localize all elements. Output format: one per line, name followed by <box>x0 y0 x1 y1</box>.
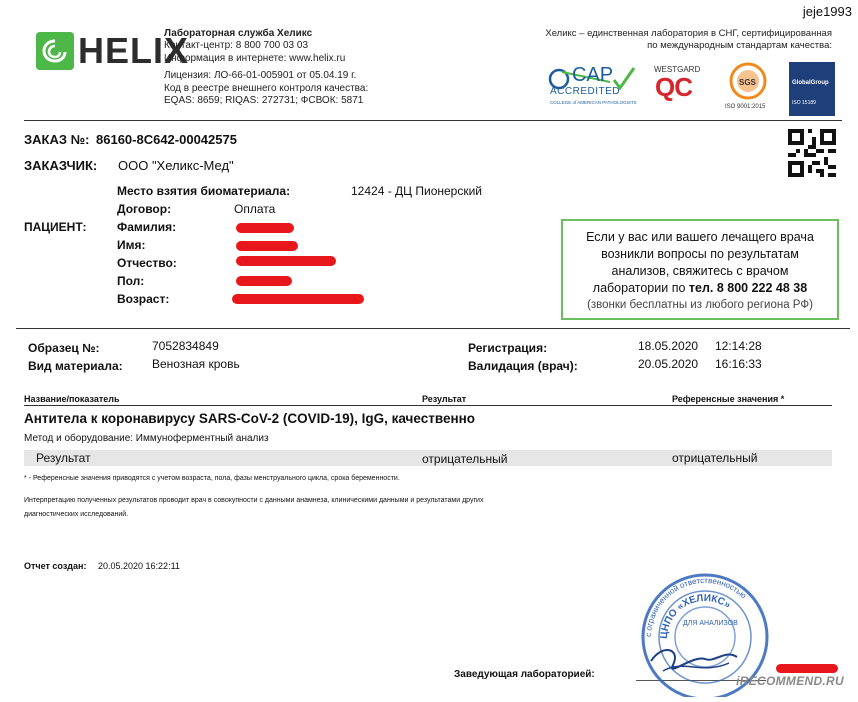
patient-divider <box>16 328 850 329</box>
registry-line-1: Код в реестре внешнего контроля качества: <box>164 82 369 94</box>
test-method: Метод и оборудование: Иммуноферментный анализ <box>24 433 269 444</box>
helix-logo-icon <box>36 32 74 70</box>
info-line-4 <box>563 280 837 297</box>
cap-accredited-text: ACCREDITED <box>550 86 621 97</box>
iso-text: ISO 9001:2015 <box>725 104 766 110</box>
contact-center: Контакт-центр: 8 800 700 03 03 <box>164 40 309 52</box>
biomaterial-place-label: Место взятия биоматериала: <box>117 184 291 198</box>
lab-phone-number: тел. 8 800 222 48 38 <box>688 281 808 295</box>
certification-text <box>532 28 832 52</box>
head-of-lab-label: Заведующая лабораторией: <box>454 669 595 680</box>
registration-label: Регистрация: <box>468 341 548 355</box>
qc-text: QC <box>655 72 692 102</box>
registry-line-2: EQAS: 8659; RIQAS: 272731; ФСВОК: 5871 <box>164 95 364 107</box>
table-header-divider <box>24 405 832 406</box>
contact-doctor-box <box>561 219 839 320</box>
validation-date: 20.05.2020 <box>638 357 699 371</box>
westgard-qc-badge <box>653 62 709 116</box>
lab-name: Лабораторная служба Хеликс <box>164 28 313 39</box>
cap-text: CAP <box>572 64 614 86</box>
cert-line-1: Хеликс – единственная лаборатория в СНГ, сертифицированная <box>545 28 832 39</box>
redacted-signature-name <box>776 664 838 673</box>
sgs-text: SGS <box>739 78 756 87</box>
irecommend-watermark: iRECOMMEND.RU <box>736 674 844 688</box>
column-result-header: Результат <box>422 394 467 404</box>
globalgroup-text: GlobalGroup <box>792 80 829 86</box>
contract-value: Оплата <box>234 202 276 216</box>
customer-value: ООО "Хеликс-Мед" <box>118 158 234 173</box>
contract-label: Договор: <box>117 202 172 216</box>
info-line-3: анализов, свяжитесь с врачом <box>611 264 789 278</box>
reference-value: отрицательный <box>672 451 758 465</box>
customer-label: ЗАКАЗЧИК: <box>24 158 98 173</box>
name-label: Имя: <box>117 238 146 252</box>
website-info: Информация в интернете: www.helix.ru <box>164 52 346 64</box>
registration-date: 18.05.2020 <box>638 339 699 353</box>
surname-label: Фамилия: <box>117 220 177 234</box>
validation-time: 16:16:33 <box>715 357 762 371</box>
patronymic-label: Отчество: <box>117 256 177 270</box>
column-name-header: Название/показатель <box>24 394 120 404</box>
sex-label: Пол: <box>117 274 145 288</box>
cap-small-text: COLLEGE of AMERICAN PATHOLOGISTS <box>550 100 637 105</box>
license-info: Лицензия: ЛО-66-01-005901 от 05.04.19 г. <box>164 70 357 82</box>
patient-label: ПАЦИЕНТ: <box>24 220 87 234</box>
material-label: Вид материала: <box>28 359 123 373</box>
redacted-age <box>232 294 364 304</box>
interpretation-line-2: диагностических исследований. <box>24 511 129 518</box>
order-label: ЗАКАЗ №: <box>24 132 90 147</box>
cap-accredited-badge <box>548 62 640 116</box>
info-line-4-prefix: лаборатории по <box>592 281 689 295</box>
sgs-iso-badge <box>722 62 776 116</box>
info-line-2: возникли вопросы по результатам <box>601 247 799 261</box>
order-number: 86160-8C642-00042575 <box>96 132 237 147</box>
material-value: Венозная кровь <box>152 357 240 371</box>
report-created-value: 20.05.2020 16:22:11 <box>98 561 180 571</box>
result-value: отрицательный <box>422 452 508 466</box>
reference-footnote: * - Референсные значения приводятся с учетом возраста, пола, фазы менструального цикла, срока беременности. <box>24 475 400 482</box>
age-label: Возраст: <box>117 292 170 306</box>
header-divider <box>24 120 842 121</box>
stamp-name-text: ЦНПО «ХЕЛИКС» <box>658 592 733 640</box>
redacted-patronymic <box>236 256 336 266</box>
report-created-label: Отчет создан: <box>24 561 87 571</box>
globalgroup-badge <box>789 62 835 116</box>
sample-number-label: Образец №: <box>28 341 100 355</box>
svg-text:ЦНПО «ХЕЛИКС» <box>659 593 733 639</box>
biomaterial-place-value: 12424 - ДЦ Пионерский <box>351 184 483 198</box>
redacted-surname <box>236 223 294 233</box>
redacted-name <box>236 241 298 251</box>
globalgroup-iso-text: ISO 15189 <box>792 100 816 106</box>
sample-number-value: 7052834849 <box>152 339 219 353</box>
header-lab-info <box>164 28 368 107</box>
stamp-inner-text: ДЛЯ АНАЛИЗОВ <box>683 620 738 627</box>
westgard-text: WESTGARD <box>654 65 701 74</box>
cert-line-2: по международным стандартам качества: <box>647 40 832 51</box>
test-title: Антитела к коронавирусу SARS-CoV-2 (COVID-19), IgG, качественно <box>24 411 476 426</box>
qr-code <box>788 129 836 177</box>
helix-logo <box>36 30 190 72</box>
logo-text: HELIX <box>78 30 190 71</box>
redacted-sex <box>236 276 292 286</box>
validation-label: Валидация (врач): <box>468 359 578 373</box>
username-label: jeje1993 <box>802 4 852 19</box>
info-line-1: Если у вас или вашего лечащего врача <box>586 230 814 244</box>
stamp-outer-text: с ограниченной ответственностью <box>643 575 749 638</box>
interpretation-line-1: Интерпретацию полученных результатов проводит врач в совокупности с данными анамнеза, клиническими данными и результатами других <box>24 497 484 504</box>
registration-time: 12:14:28 <box>715 339 762 353</box>
column-reference-header: Референсные значения * <box>672 394 785 404</box>
result-row-label: Результат <box>36 451 91 465</box>
info-line-5: (звонки бесплатны из любого региона РФ) <box>587 299 813 311</box>
